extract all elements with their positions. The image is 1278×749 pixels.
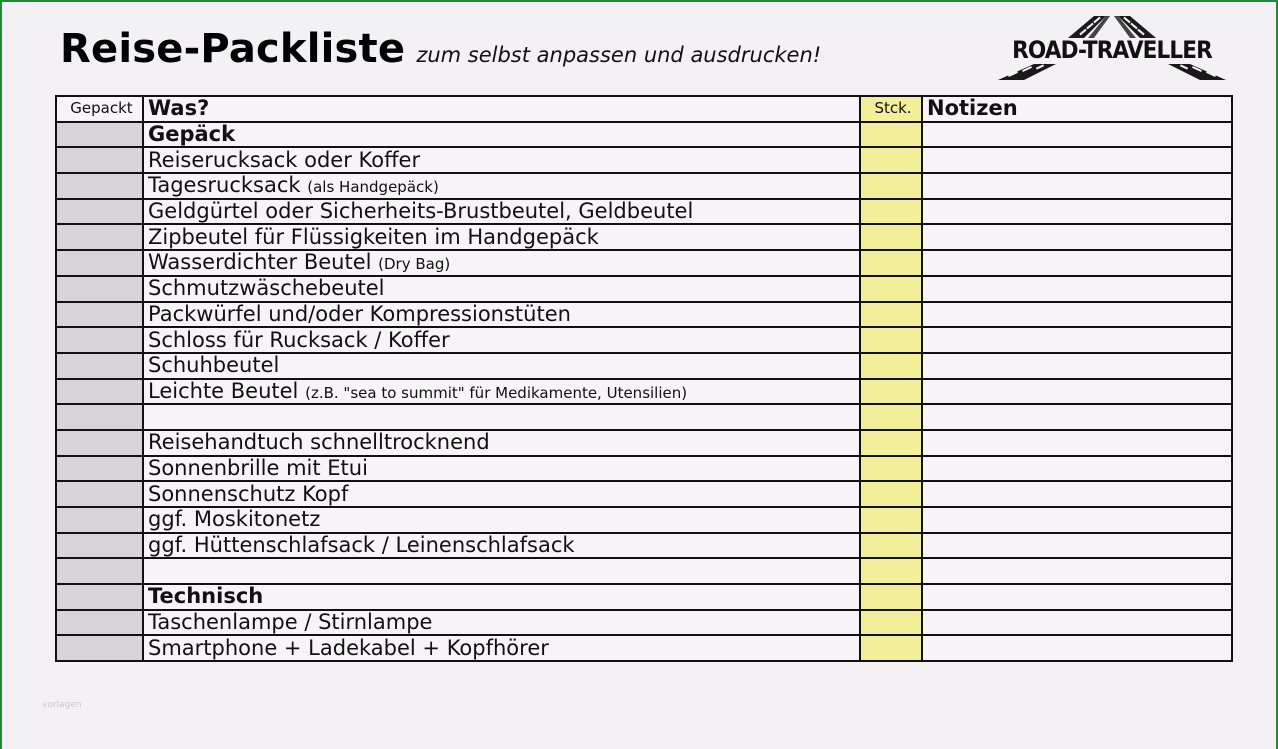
quantity-cell[interactable]	[860, 584, 922, 610]
item-label: ggf. Moskitonetz	[148, 507, 321, 532]
notes-cell[interactable]	[922, 430, 1232, 456]
packed-checkbox-cell[interactable]	[56, 122, 143, 148]
item-label: Gepäck	[148, 122, 236, 147]
table-row	[56, 379, 1232, 405]
section-row	[56, 584, 1232, 610]
quantity-cell[interactable]	[860, 250, 922, 276]
packing-list-table	[55, 95, 1233, 662]
table-row	[56, 199, 1232, 225]
table-row	[56, 533, 1232, 559]
notes-cell[interactable]	[922, 173, 1232, 199]
quantity-cell[interactable]	[860, 353, 922, 379]
notes-cell[interactable]	[922, 327, 1232, 353]
packed-checkbox-cell[interactable]	[56, 199, 143, 225]
item-label: Taschenlampe / Stirnlampe	[148, 610, 433, 635]
notes-cell[interactable]	[922, 379, 1232, 405]
item-cell[interactable]	[143, 507, 860, 533]
table-row	[56, 224, 1232, 250]
packed-checkbox-cell[interactable]	[56, 147, 143, 173]
item-cell[interactable]	[143, 404, 860, 430]
item-label: Smartphone + Ladekabel + Kopfhörer	[148, 635, 549, 660]
quantity-cell[interactable]	[860, 558, 922, 584]
item-cell[interactable]	[143, 302, 860, 328]
notes-cell[interactable]	[922, 276, 1232, 302]
packed-checkbox-cell[interactable]	[56, 533, 143, 559]
item-cell[interactable]	[143, 610, 860, 636]
table-row	[56, 456, 1232, 482]
packed-checkbox-cell[interactable]	[56, 507, 143, 533]
column-header-qty: Stck.	[860, 96, 922, 122]
logo-text: ROAD-TRAVELLER	[1012, 36, 1212, 64]
packed-checkbox-cell[interactable]	[56, 224, 143, 250]
item-label: Technisch	[148, 584, 264, 609]
table-row	[56, 353, 1232, 379]
item-cell[interactable]	[143, 199, 860, 225]
item-cell[interactable]	[143, 327, 860, 353]
road-traveller-logo	[998, 16, 1226, 82]
item-label: Zipbeutel für Flüssigkeiten im Handgepäck	[148, 224, 599, 249]
packed-checkbox-cell[interactable]	[56, 173, 143, 199]
section-heading[interactable]	[143, 122, 860, 148]
table-row	[56, 558, 1232, 584]
item-cell[interactable]	[143, 456, 860, 482]
notes-cell[interactable]	[922, 302, 1232, 328]
table-row	[56, 507, 1232, 533]
packed-checkbox-cell[interactable]	[56, 610, 143, 636]
notes-cell[interactable]	[922, 533, 1232, 559]
packed-checkbox-cell[interactable]	[56, 456, 143, 482]
page-title	[60, 26, 821, 72]
quantity-cell[interactable]	[860, 507, 922, 533]
notes-cell[interactable]	[922, 122, 1232, 148]
notes-cell[interactable]	[922, 250, 1232, 276]
packed-checkbox-cell[interactable]	[56, 276, 143, 302]
item-cell[interactable]	[143, 224, 860, 250]
quantity-cell[interactable]	[860, 122, 922, 148]
column-header-packed: Gepackt	[56, 96, 143, 122]
table-header-row	[56, 96, 1232, 122]
quantity-cell[interactable]	[860, 302, 922, 328]
table-row	[56, 635, 1232, 661]
table-row	[56, 250, 1232, 276]
notes-cell[interactable]	[922, 147, 1232, 173]
notes-cell[interactable]	[922, 224, 1232, 250]
item-label: Reisehandtuch schnelltrocknend	[148, 430, 490, 455]
packed-checkbox-cell[interactable]	[56, 430, 143, 456]
packed-checkbox-cell[interactable]	[56, 379, 143, 405]
quantity-cell[interactable]	[860, 533, 922, 559]
table-row	[56, 302, 1232, 328]
quantity-cell[interactable]	[860, 379, 922, 405]
column-header-item: Was?	[143, 96, 860, 122]
item-note: (als Handgepäck)	[307, 178, 439, 197]
table-row	[56, 173, 1232, 199]
item-cell[interactable]	[143, 173, 860, 199]
quantity-cell[interactable]	[860, 481, 922, 507]
item-label: Geldgürtel oder Sicherheits-Brustbeutel, Geldbeutel	[148, 199, 694, 224]
item-label: Schuhbeutel	[148, 353, 280, 378]
title-main: Reise-Packliste	[60, 26, 406, 72]
table-row	[56, 147, 1232, 173]
item-note: (z.B. "sea to summit" für Medikamente, Utensilien)	[305, 383, 688, 402]
item-cell[interactable]	[143, 379, 860, 405]
packed-checkbox-cell[interactable]	[56, 353, 143, 379]
packed-checkbox-cell[interactable]	[56, 635, 143, 661]
quantity-cell[interactable]	[860, 404, 922, 430]
item-label: Packwürfel und/oder Kompressionstüten	[148, 301, 571, 326]
notes-cell[interactable]	[922, 610, 1232, 636]
notes-cell[interactable]	[922, 481, 1232, 507]
quantity-cell[interactable]	[860, 635, 922, 661]
item-label: ggf. Hüttenschlafsack / Leinenschlafsack	[148, 533, 575, 558]
packed-checkbox-cell[interactable]	[56, 327, 143, 353]
quantity-cell[interactable]	[860, 327, 922, 353]
item-cell[interactable]	[143, 353, 860, 379]
item-cell[interactable]	[143, 558, 860, 584]
column-header-notes: Notizen	[922, 96, 1232, 122]
table-row	[56, 404, 1232, 430]
notes-cell[interactable]	[922, 584, 1232, 610]
table-row	[56, 430, 1232, 456]
packed-checkbox-cell[interactable]	[56, 584, 143, 610]
item-label: Schloss für Rucksack / Koffer	[148, 327, 450, 352]
watermark-text: vorlagen	[42, 700, 82, 710]
item-label: Wasserdichter Beutel	[148, 250, 372, 275]
packed-checkbox-cell[interactable]	[56, 558, 143, 584]
item-cell[interactable]	[143, 250, 860, 276]
quantity-cell[interactable]	[860, 430, 922, 456]
notes-cell[interactable]	[922, 353, 1232, 379]
notes-cell[interactable]	[922, 558, 1232, 584]
quantity-cell[interactable]	[860, 610, 922, 636]
notes-cell[interactable]	[922, 635, 1232, 661]
quantity-cell[interactable]	[860, 199, 922, 225]
section-row	[56, 122, 1232, 148]
quantity-cell[interactable]	[860, 224, 922, 250]
item-cell[interactable]	[143, 147, 860, 173]
item-label: Tagesrucksack	[148, 173, 301, 198]
packed-checkbox-cell[interactable]	[56, 404, 143, 430]
item-label: Sonnenbrille mit Etui	[148, 455, 368, 480]
quantity-cell[interactable]	[860, 147, 922, 173]
quantity-cell[interactable]	[860, 456, 922, 482]
notes-cell[interactable]	[922, 404, 1232, 430]
item-note: (Dry Bag)	[378, 255, 451, 274]
table-row	[56, 610, 1232, 636]
packed-checkbox-cell[interactable]	[56, 250, 143, 276]
table-row	[56, 327, 1232, 353]
item-cell[interactable]	[143, 533, 860, 559]
item-cell[interactable]	[143, 276, 860, 302]
quantity-cell[interactable]	[860, 276, 922, 302]
item-cell[interactable]	[143, 430, 860, 456]
table-row	[56, 276, 1232, 302]
notes-cell[interactable]	[922, 199, 1232, 225]
item-cell[interactable]	[143, 481, 860, 507]
item-cell[interactable]	[143, 635, 860, 661]
section-heading[interactable]	[143, 584, 860, 610]
notes-cell[interactable]	[922, 507, 1232, 533]
quantity-cell[interactable]	[860, 173, 922, 199]
table-row	[56, 481, 1232, 507]
item-label: Schmutzwäschebeutel	[148, 276, 385, 301]
title-subtitle: zum selbst anpassen und ausdrucken!	[416, 43, 822, 67]
item-label: Reiserucksack oder Koffer	[148, 147, 421, 172]
packed-checkbox-cell[interactable]	[56, 481, 143, 507]
packed-checkbox-cell[interactable]	[56, 302, 143, 328]
item-label: Sonnenschutz Kopf	[148, 481, 349, 506]
item-label: Leichte Beutel	[148, 378, 299, 403]
notes-cell[interactable]	[922, 456, 1232, 482]
